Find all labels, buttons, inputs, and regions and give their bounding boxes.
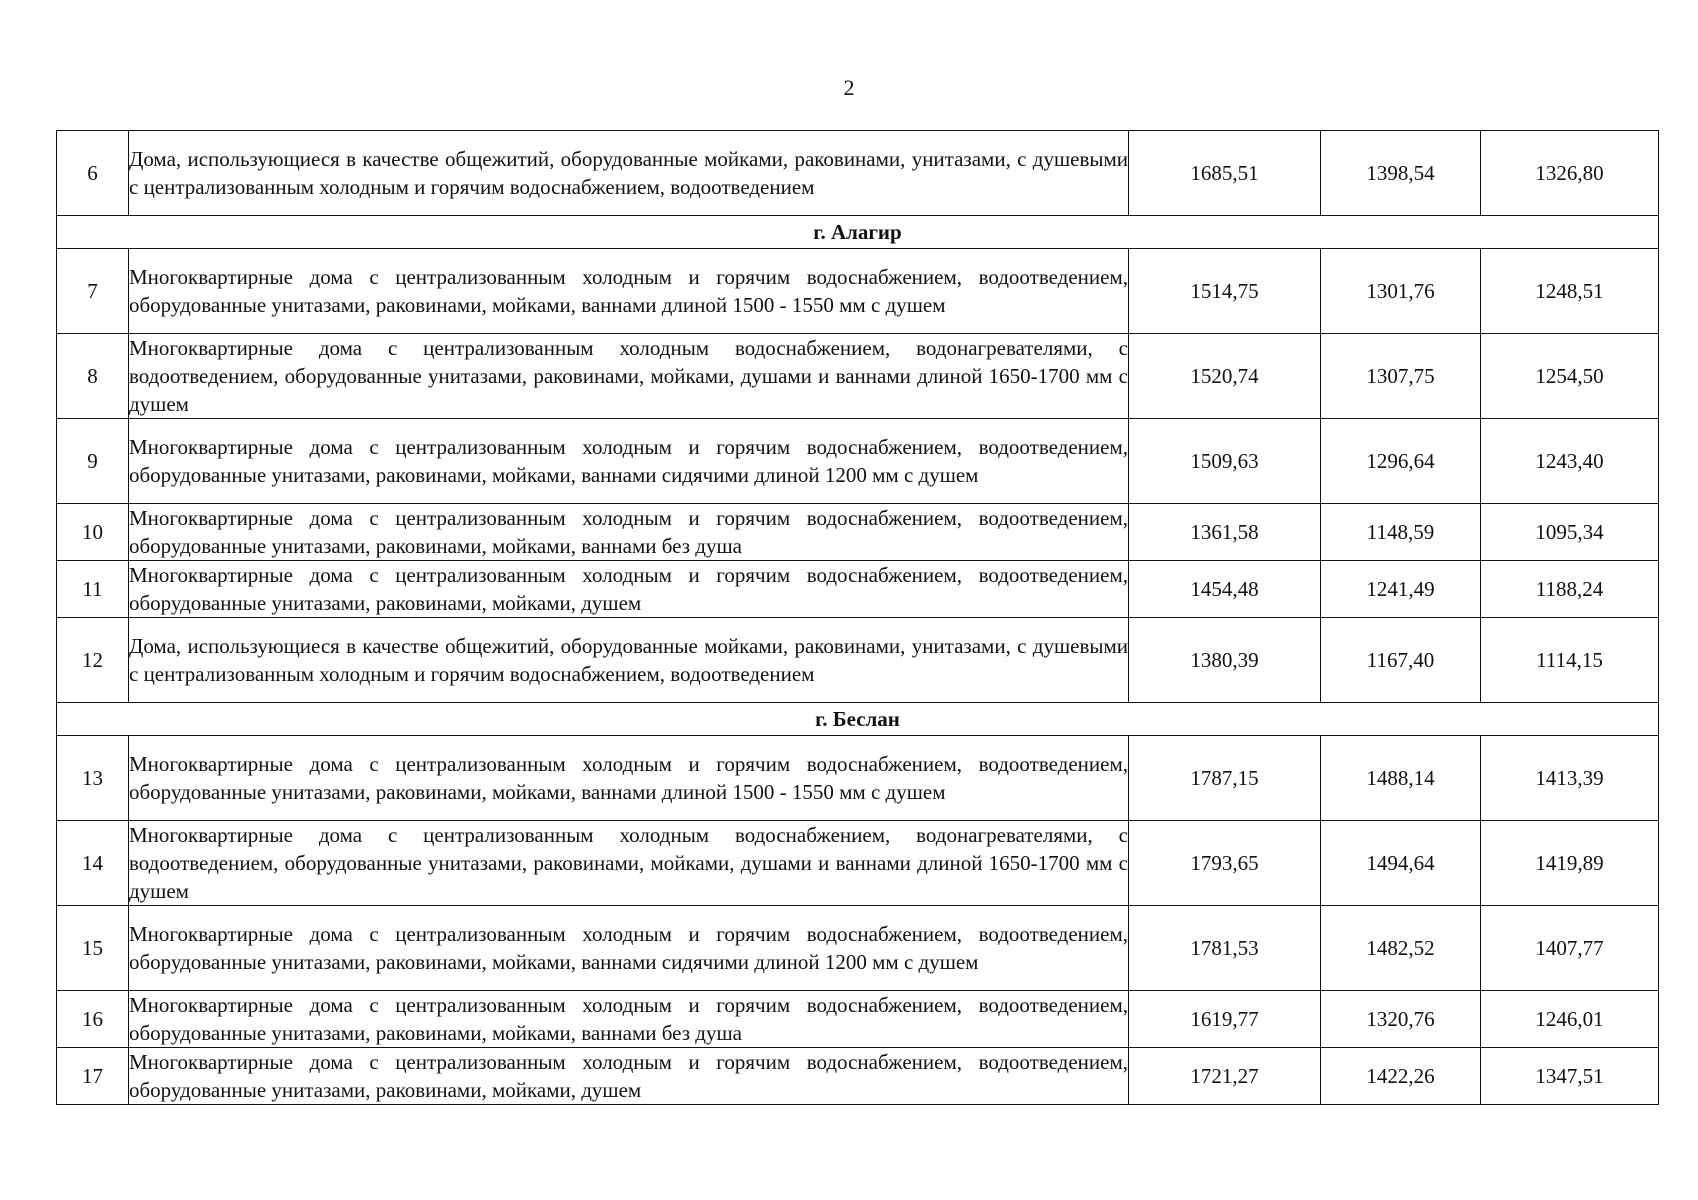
table-row [57,249,1659,334]
value-col-3: 1419,89 [1481,821,1659,906]
row-description: Дома, использующиеся в качестве общежитий, оборудованные мойками, раковинами, унитазами, с душевыми с централизованным холодным и горячим водоснабжением, водоотведением [129,131,1129,216]
row-description: Многоквартирные дома с централизованным холодным и горячим водоснабжением, водоотведением, оборудованные унитазами, раковинами, мойками, ваннами длиной 1500 - 1550 мм с душем [129,249,1129,334]
row-number: 15 [57,906,129,991]
table-row [57,561,1659,618]
tariff-table-body [57,131,1659,1105]
table-row [57,419,1659,504]
row-number: 6 [57,131,129,216]
value-col-3: 1254,50 [1481,334,1659,419]
value-col-1: 1520,74 [1129,334,1321,419]
value-col-1: 1781,53 [1129,906,1321,991]
row-number: 17 [57,1048,129,1105]
row-description: Дома, использующиеся в качестве общежитий, оборудованные мойками, раковинами, унитазами, с душевыми с централизованным холодным и горячим водоснабжением, водоотведением [129,618,1129,703]
value-col-3: 1407,77 [1481,906,1659,991]
value-col-1: 1454,48 [1129,561,1321,618]
row-description: Многоквартирные дома с централизованным холодным и горячим водоснабжением, водоотведением, оборудованные унитазами, раковинами, мойками, душем [129,1048,1129,1105]
value-col-1: 1787,15 [1129,736,1321,821]
table-row [57,504,1659,561]
value-col-2: 1494,64 [1321,821,1481,906]
row-number: 12 [57,618,129,703]
section-title: г. Беслан [57,703,1659,736]
value-col-3: 1246,01 [1481,991,1659,1048]
value-col-2: 1398,54 [1321,131,1481,216]
value-col-3: 1188,24 [1481,561,1659,618]
row-description: Многоквартирные дома с централизованным холодным и горячим водоснабжением, водоотведением, оборудованные унитазами, раковинами, мойками, ваннами длиной 1500 - 1550 мм с душем [129,736,1129,821]
value-col-1: 1793,65 [1129,821,1321,906]
value-col-1: 1509,63 [1129,419,1321,504]
value-col-3: 1243,40 [1481,419,1659,504]
value-col-2: 1482,52 [1321,906,1481,991]
section-header-row [57,216,1659,249]
row-description: Многоквартирные дома с централизованным холодным и горячим водоснабжением, водоотведением, оборудованные унитазами, раковинами, мойками, душем [129,561,1129,618]
value-col-2: 1167,40 [1321,618,1481,703]
row-number: 16 [57,991,129,1048]
row-description: Многоквартирные дома с централизованным холодным и горячим водоснабжением, водоотведением, оборудованные унитазами, раковинами, мойками, ваннами без душа [129,991,1129,1048]
row-description: Многоквартирные дома с централизованным холодным и горячим водоснабжением, водоотведением, оборудованные унитазами, раковинами, мойками, ваннами без душа [129,504,1129,561]
row-number: 10 [57,504,129,561]
row-number: 9 [57,419,129,504]
table-row [57,618,1659,703]
value-col-2: 1488,14 [1321,736,1481,821]
table-row [57,736,1659,821]
value-col-2: 1301,76 [1321,249,1481,334]
value-col-2: 1296,64 [1321,419,1481,504]
table-row [57,821,1659,906]
table-row [57,131,1659,216]
row-description: Многоквартирные дома с централизованным холодным водоснабжением, водонагревателями, с водоотведением, оборудованные унитазами, раковинами, мойками, душами и ваннами длиной 1650-1700 мм с душем [129,334,1129,419]
value-col-2: 1422,26 [1321,1048,1481,1105]
row-description: Многоквартирные дома с централизованным холодным водоснабжением, водонагревателями, с водоотведением, оборудованные унитазами, раковинами, мойками, душами и ваннами длиной 1650-1700 мм с душем [129,821,1129,906]
section-title: г. Алагир [57,216,1659,249]
table-row [57,906,1659,991]
value-col-1: 1361,58 [1129,504,1321,561]
row-description: Многоквартирные дома с централизованным холодным и горячим водоснабжением, водоотведением, оборудованные унитазами, раковинами, мойками, ваннами сидячими длиной 1200 мм с душем [129,419,1129,504]
value-col-2: 1241,49 [1321,561,1481,618]
value-col-2: 1148,59 [1321,504,1481,561]
row-number: 11 [57,561,129,618]
value-col-2: 1320,76 [1321,991,1481,1048]
value-col-1: 1685,51 [1129,131,1321,216]
value-col-3: 1248,51 [1481,249,1659,334]
row-number: 13 [57,736,129,821]
page-number: 2 [843,75,855,100]
value-col-1: 1619,77 [1129,991,1321,1048]
table-row [57,1048,1659,1105]
value-col-3: 1347,51 [1481,1048,1659,1105]
row-description: Многоквартирные дома с централизованным холодным и горячим водоснабжением, водоотведением, оборудованные унитазами, раковинами, мойками, ваннами сидячими длиной 1200 мм с душем [129,906,1129,991]
value-col-3: 1114,15 [1481,618,1659,703]
table-row [57,334,1659,419]
row-number: 7 [57,249,129,334]
value-col-3: 1413,39 [1481,736,1659,821]
value-col-1: 1514,75 [1129,249,1321,334]
value-col-3: 1326,80 [1481,131,1659,216]
value-col-1: 1721,27 [1129,1048,1321,1105]
tariff-table [56,130,1659,1105]
section-header-row [57,703,1659,736]
row-number: 14 [57,821,129,906]
value-col-1: 1380,39 [1129,618,1321,703]
row-number: 8 [57,334,129,419]
value-col-2: 1307,75 [1321,334,1481,419]
value-col-3: 1095,34 [1481,504,1659,561]
table-row [57,991,1659,1048]
